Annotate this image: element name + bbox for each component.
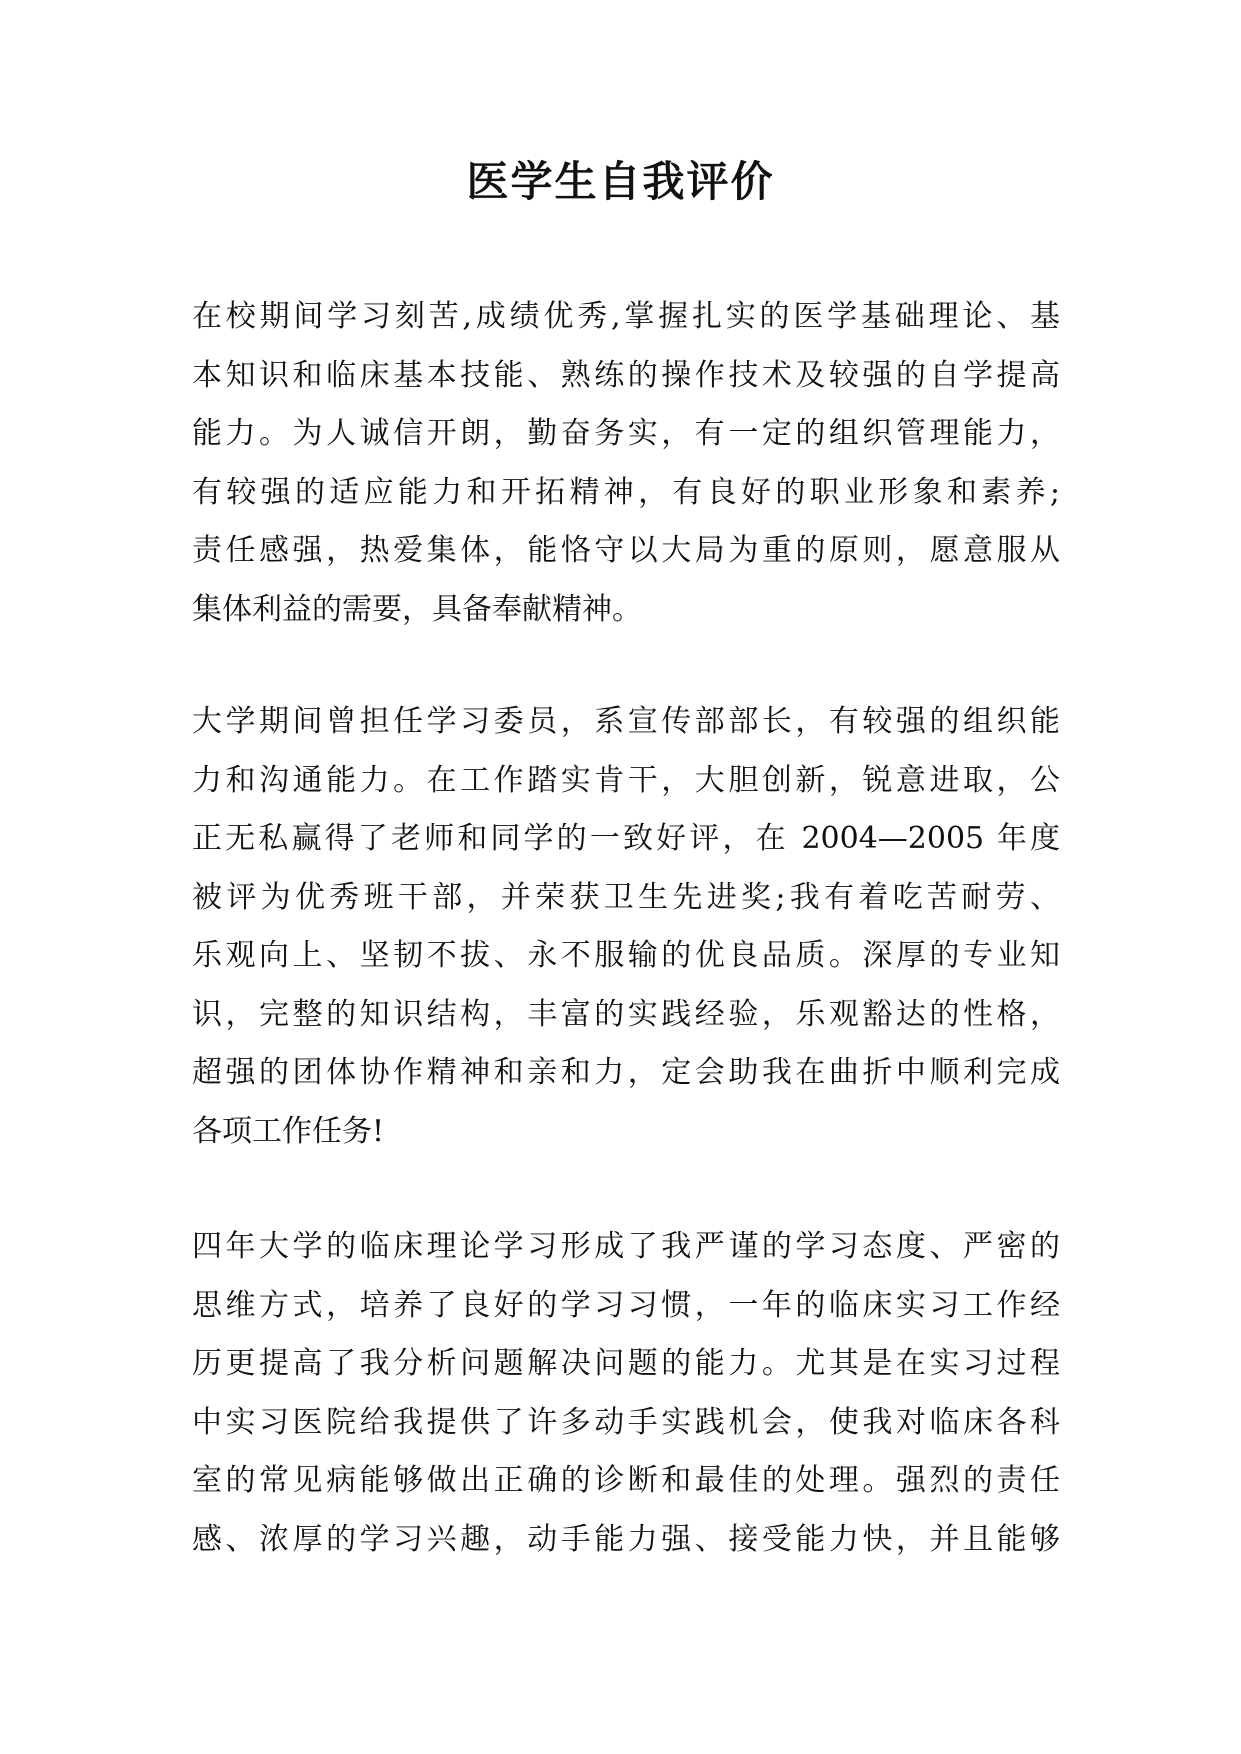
paragraph-line: 责任感强，热爱集体，能恪守以大局为重的原则，愿意服从: [192, 533, 1060, 568]
paragraph-line: 超强的团体协作精神和亲和力，定会助我在曲折中顺利完成: [192, 1055, 1060, 1090]
paragraph-line: 各项工作任务!: [192, 1113, 385, 1149]
paragraph-line: 大学期间曾担任学习委员，系宣传部部长，有较强的组织能: [192, 704, 1060, 739]
document-title: 医学生自我评价: [466, 157, 775, 206]
paragraph-line: 集体利益的需要，具备奉献精神。: [192, 591, 642, 627]
paragraph: [192, 1218, 1060, 1569]
paragraph-line: 感、浓厚的学习兴趣，动手能力强、接受能力快，并且能够: [192, 1521, 1060, 1557]
paragraph-line: 识，完整的知识结构，丰富的实践经验，乐观豁达的性格，: [192, 996, 1060, 1032]
paragraph-line: 能力。为人诚信开朗，勤奋务实，有一定的组织管理能力，: [192, 416, 1060, 451]
paragraph-line: 力和沟通能力。在工作踏实肯干，大胆创新，锐意进取，公: [192, 762, 1060, 798]
paragraph-line: 四年大学的临床理论学习形成了我严谨的学习态度、严密的: [192, 1229, 1060, 1264]
paragraph-line: 有较强的适应能力和开拓精神，有良好的职业形象和素养;: [192, 474, 1060, 510]
paragraph: [192, 288, 1060, 639]
paragraph-line: 乐观向上、坚韧不拔、永不服输的优良品质。深厚的专业知: [192, 938, 1060, 973]
paragraph-line: 被评为优秀班干部，并荣获卫生先进奖;我有着吃苦耐劳、: [192, 879, 1060, 915]
paragraph-line: 历更提高了我分析问题解决问题的能力。尤其是在实习过程: [192, 1346, 1060, 1381]
paragraph-line: 室的常见病能够做出正确的诊断和最佳的处理。强烈的责任: [192, 1463, 1060, 1498]
paragraph-line: 正无私赢得了老师和同学的一致好评，在 2004—2005 年度: [192, 821, 1060, 856]
paragraph-line: 在校期间学习刻苦,成绩优秀,掌握扎实的医学基础理论、基: [192, 299, 1060, 334]
paragraph-line: 本知识和临床基本技能、熟练的操作技术及较强的自学提高: [192, 357, 1060, 393]
paragraph-line: 思维方式，培养了良好的学习习惯，一年的临床实习工作经: [192, 1287, 1060, 1323]
paragraph-line: 中实习医院给我提供了许多动手实践机会，使我对临床各科: [192, 1404, 1060, 1440]
paragraph: [192, 693, 1060, 1161]
